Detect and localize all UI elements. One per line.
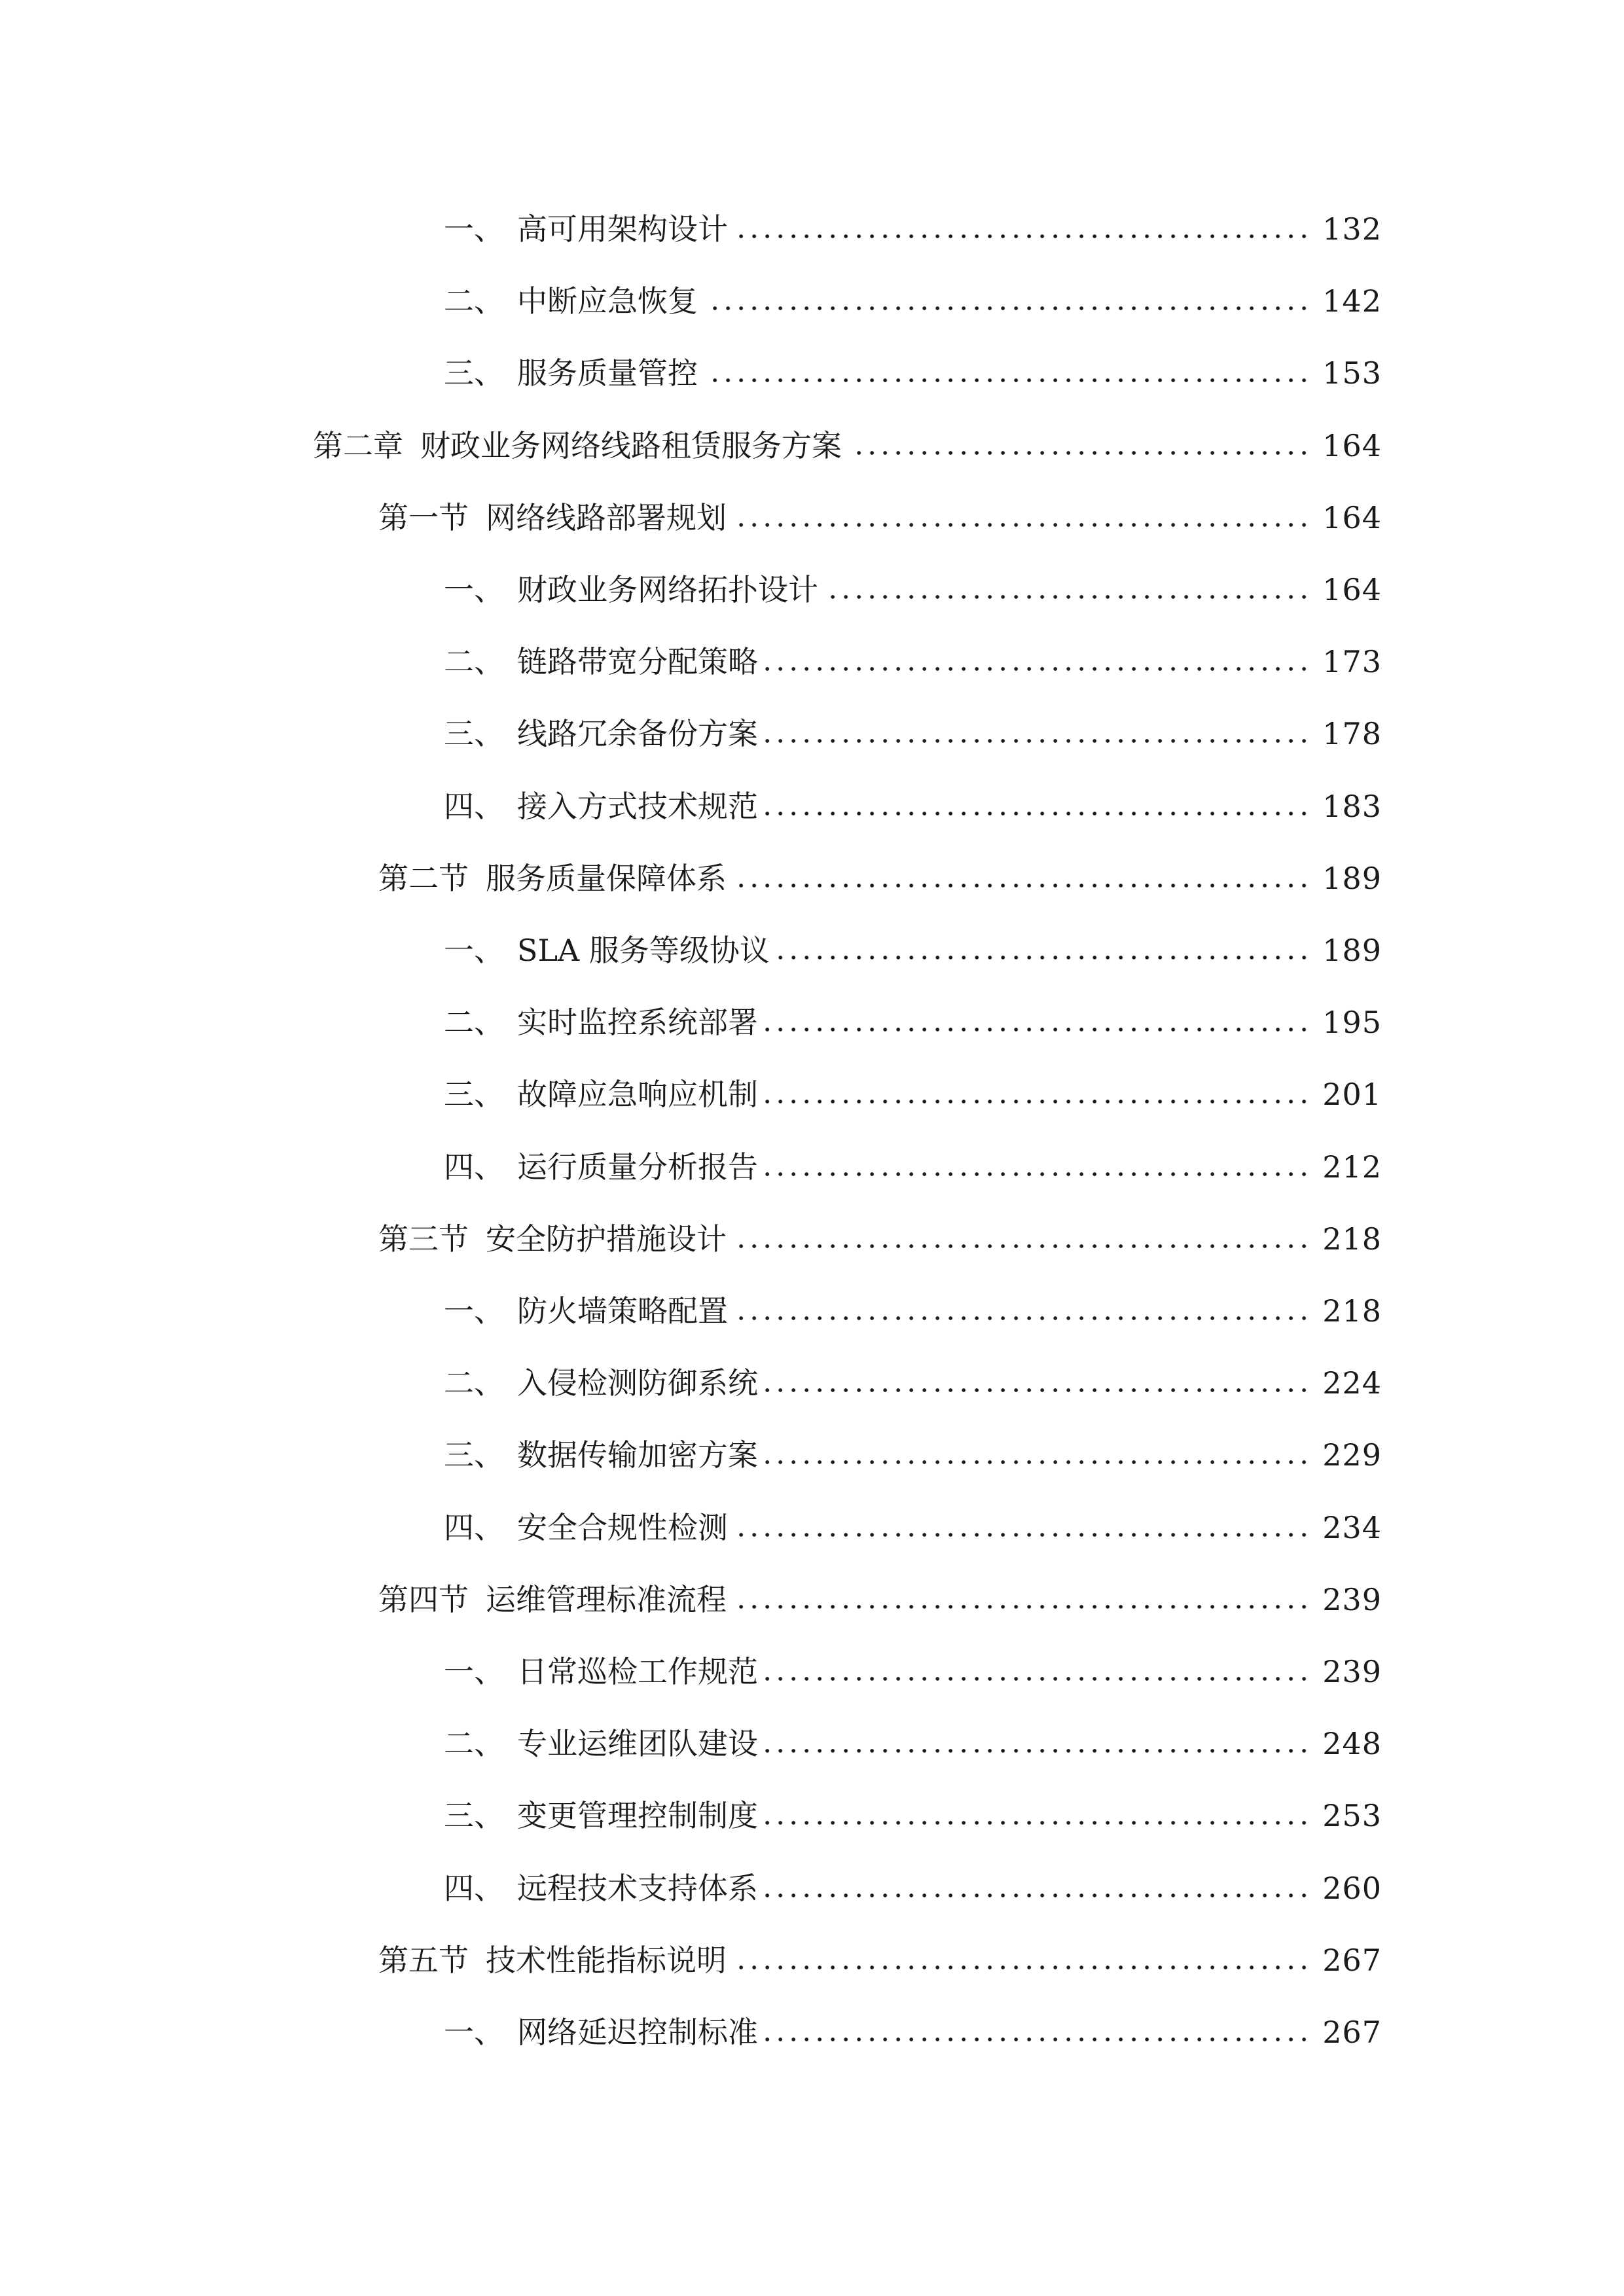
toc-entry-number: 四、: [444, 1509, 504, 1545]
toc-entry-title: 故障应急响应机制: [517, 1077, 758, 1113]
toc-dot-leader: [733, 882, 1310, 889]
toc-entry-number: 一、: [444, 933, 504, 968]
toc-entry-title: 接入方式技术规范: [517, 788, 758, 824]
toc-entry-item[interactable]: [444, 347, 1382, 399]
toc-entry-item[interactable]: [444, 924, 1382, 977]
toc-entry-item[interactable]: [444, 1501, 1382, 1554]
toc-entry-title: 网络延迟控制标准: [517, 2015, 758, 2050]
toc-dot-leader: [733, 1964, 1310, 1971]
toc-entry-item[interactable]: [444, 1645, 1382, 1698]
toc-dot-leader: [765, 1459, 1310, 1465]
toc-entry-item[interactable]: [444, 1141, 1382, 1193]
toc-entry-page-number: 229: [1322, 1437, 1382, 1473]
toc-entry-item[interactable]: [444, 275, 1382, 327]
toc-entry-page-number: 212: [1322, 1149, 1382, 1185]
toc-entry-number: 第二章: [313, 427, 403, 463]
toc-entry-title: 远程技术支持体系: [517, 1870, 758, 1906]
toc-entry-page-number: 253: [1322, 1798, 1382, 1834]
toc-entry-title: 中断应急恢复: [517, 283, 698, 319]
toc-entry-section[interactable]: [378, 1934, 1382, 1986]
toc-entry-number: 第五节: [378, 1942, 469, 1978]
toc-entry-title: 服务质量保障体系: [486, 860, 727, 896]
toc-entry-page-number: 260: [1322, 1870, 1382, 1906]
toc-entry-page-number: 189: [1322, 933, 1382, 968]
toc-entry-title: 线路冗余备份方案: [517, 716, 758, 752]
toc-dot-leader: [734, 1532, 1310, 1538]
toc-entry-item[interactable]: [444, 1285, 1382, 1337]
toc-entry-number: 二、: [444, 1005, 504, 1041]
toc-entry-number: 三、: [444, 355, 504, 391]
toc-entry-item[interactable]: [444, 564, 1382, 616]
toc-entry-number: 二、: [444, 283, 504, 319]
toc-entry-title: 财政业务网络拓扑设计: [517, 572, 818, 607]
toc-entry-page-number: 195: [1322, 1005, 1382, 1041]
toc-entry-title: 链路带宽分配策略: [517, 644, 758, 680]
toc-entry-page-number: 218: [1322, 1221, 1382, 1257]
toc-entry-item[interactable]: [444, 780, 1382, 833]
toc-entry-item[interactable]: [444, 1068, 1382, 1121]
toc-entry-page-number: 164: [1322, 499, 1382, 535]
toc-entry-title: 日常巡检工作规范: [517, 1654, 758, 1689]
toc-dot-leader: [765, 1026, 1310, 1033]
toc-entry-page-number: 164: [1322, 427, 1382, 463]
toc-entry-number: 四、: [444, 788, 504, 824]
toc-entry-page-number: 218: [1322, 1293, 1382, 1329]
toc-dot-leader: [765, 1098, 1310, 1105]
toc-entry-item[interactable]: [444, 1357, 1382, 1409]
toc-dot-leader: [776, 954, 1310, 961]
toc-dot-leader: [765, 1820, 1310, 1826]
toc-entry-title: 专业运维团队建设: [517, 1726, 758, 1762]
toc-entry-number: 二、: [444, 644, 504, 680]
toc-entry-page-number: 201: [1322, 1077, 1382, 1113]
toc-entry-item[interactable]: [444, 996, 1382, 1049]
toc-dot-leader: [765, 1171, 1310, 1177]
toc-entry-title: 安全合规性检测: [517, 1509, 728, 1545]
toc-entry-title: SLA 服务等级协议: [517, 933, 770, 968]
toc-entry-title: 高可用架构设计: [517, 211, 728, 247]
toc-entry-chapter[interactable]: [313, 420, 1382, 472]
toc-entry-number: 一、: [444, 211, 504, 247]
toc-dot-leader: [733, 1243, 1310, 1249]
toc-entry-number: 一、: [444, 1654, 504, 1689]
toc-entry-page-number: 267: [1322, 1942, 1382, 1978]
toc-entry-title: 防火墙策略配置: [517, 1293, 728, 1329]
toc-dot-leader: [704, 377, 1310, 384]
toc-entry-page-number: 178: [1322, 716, 1382, 752]
toc-entry-item[interactable]: [444, 1789, 1382, 1842]
toc-entry-number: 四、: [444, 1149, 504, 1185]
toc-entry-item[interactable]: [444, 1717, 1382, 1770]
toc-entry-section[interactable]: [378, 492, 1382, 544]
toc-dot-leader: [733, 522, 1310, 528]
toc-dot-leader: [765, 1892, 1310, 1899]
toc-entry-title: 服务质量管控: [517, 355, 698, 391]
toc-entry-number: 第三节: [378, 1221, 469, 1257]
toc-entry-number: 二、: [444, 1726, 504, 1762]
toc-entry-number: 二、: [444, 1365, 504, 1401]
toc-entry-number: 第四节: [378, 1581, 469, 1617]
toc-entry-page-number: 189: [1322, 860, 1382, 896]
toc-dot-leader: [765, 2036, 1310, 2043]
toc-entry-number: 三、: [444, 716, 504, 752]
toc-entry-page-number: 173: [1322, 644, 1382, 680]
toc-dot-leader: [848, 450, 1310, 456]
toc-entry-title: 入侵检测防御系统: [517, 1365, 758, 1401]
toc-dot-leader: [765, 1748, 1310, 1754]
toc-entry-item[interactable]: [444, 636, 1382, 688]
toc-dot-leader: [734, 1315, 1310, 1321]
toc-entry-title: 变更管理控制制度: [517, 1798, 758, 1834]
toc-dot-leader: [765, 1387, 1310, 1393]
toc-dot-leader: [765, 810, 1310, 817]
toc-entry-page-number: 234: [1322, 1509, 1382, 1545]
toc-entry-title: 网络线路部署规划: [486, 499, 727, 535]
toc-entry-title: 运维管理标准流程: [486, 1581, 727, 1617]
toc-entry-page-number: 267: [1322, 2015, 1382, 2050]
toc-dot-leader: [733, 1604, 1310, 1610]
toc-entry-title: 运行质量分析报告: [517, 1149, 758, 1185]
toc-entry-number: 第一节: [378, 499, 469, 535]
toc-dot-leader: [704, 305, 1310, 312]
toc-dot-leader: [765, 738, 1310, 744]
toc-entry-item[interactable]: [444, 1429, 1382, 1481]
toc-entry-page-number: 153: [1322, 355, 1382, 391]
toc-entry-title: 财政业务网络线路租赁服务方案: [420, 427, 842, 463]
toc-entry-item[interactable]: [444, 2006, 1382, 2058]
toc-entry-section[interactable]: [378, 1573, 1382, 1626]
toc-dot-leader: [765, 1676, 1310, 1682]
toc-entry-section[interactable]: [378, 852, 1382, 905]
toc-entry-number: 第二节: [378, 860, 469, 896]
toc-entry-page-number: 248: [1322, 1726, 1382, 1762]
toc-entry-title: 技术性能指标说明: [486, 1942, 727, 1978]
toc-entry-number: 三、: [444, 1798, 504, 1834]
toc-entry-page-number: 239: [1322, 1581, 1382, 1617]
toc-dot-leader: [734, 233, 1310, 240]
toc-entry-title: 实时监控系统部署: [517, 1005, 758, 1041]
toc-entry-number: 一、: [444, 572, 504, 607]
toc-entry-section[interactable]: [378, 1213, 1382, 1265]
toc-entry-number: 三、: [444, 1437, 504, 1473]
toc-entry-title: 安全防护措施设计: [486, 1221, 727, 1257]
toc-entry-title: 数据传输加密方案: [517, 1437, 758, 1473]
toc-entry-item[interactable]: [444, 708, 1382, 760]
toc-entry-page-number: 164: [1322, 572, 1382, 607]
toc-entry-number: 三、: [444, 1077, 504, 1113]
toc-entry-item[interactable]: [444, 203, 1382, 255]
toc-entry-number: 一、: [444, 2015, 504, 2050]
toc-entry-page-number: 224: [1322, 1365, 1382, 1401]
toc-entry-number: 一、: [444, 1293, 504, 1329]
toc-dot-leader: [765, 666, 1310, 672]
toc-entry-item[interactable]: [444, 1862, 1382, 1914]
toc-entry-page-number: 183: [1322, 788, 1382, 824]
toc-entry-page-number: 239: [1322, 1654, 1382, 1689]
toc-entry-page-number: 132: [1322, 211, 1382, 247]
toc-entry-page-number: 142: [1322, 283, 1382, 319]
toc-entry-number: 四、: [444, 1870, 504, 1906]
toc-dot-leader: [825, 594, 1310, 600]
